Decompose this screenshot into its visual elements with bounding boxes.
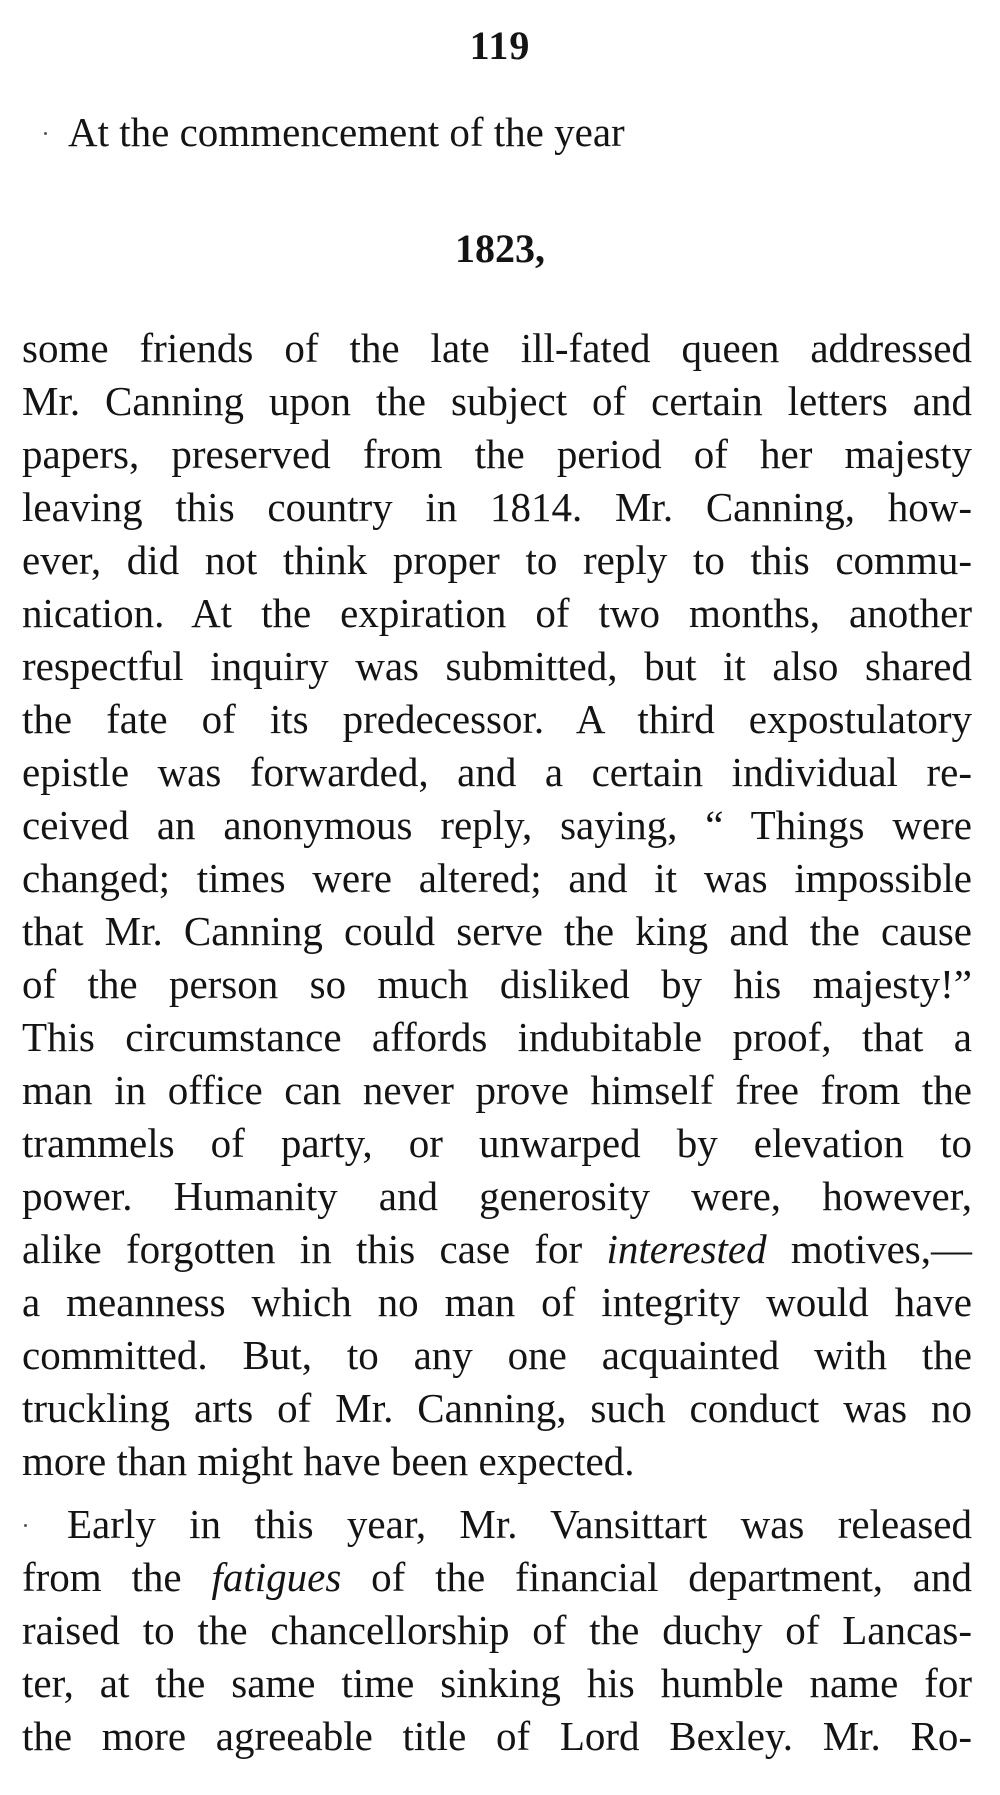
emphasized-word: interested [606,1226,767,1272]
text-line: trammels of party, or unwarped by elevation to [22,1120,972,1166]
text-line: committed. But, to any one acquainted with the [22,1332,972,1378]
text-line: that Mr. Canning could serve the king and the cause [22,908,972,954]
text-line: power. Humanity and generosity were, however, [22,1173,972,1219]
print-speck [24,1524,27,1527]
text-run: motives,— [766,1226,972,1272]
text-line: more than might have been expected. [22,1438,635,1484]
text-line: ter, at the same time sinking his humble name for [22,1660,972,1706]
text-line: raised to the chancellorship of the duchy of Lancas- [22,1607,972,1653]
text-line: ceived an anonymous reply, saying, “ Things were [22,802,972,848]
emphasized-word: fatigues [211,1554,342,1600]
text-line: Early in this year, Mr. Vansittart was released [67,1501,972,1547]
text-line: the fate of its predecessor. A third expostulatory [22,696,972,742]
text-line: a meanness which no man of integrity would have [22,1279,972,1325]
text-line: truckling arts of Mr. Canning, such conduct was no [22,1385,972,1431]
print-speck [44,132,47,135]
text-line: leaving this country in 1814. Mr. Canning, how- [22,484,972,530]
intro-line: At the commencement of the year [68,109,625,155]
text-line-emphasis [22,1551,972,1604]
text-line: respectful inquiry was submitted, but it also shared [22,643,972,689]
page-number: 119 [469,23,531,68]
text-line: man in office can never prove himself free from the [22,1067,972,1113]
text-line-emphasis [22,1223,972,1276]
text-line: epistle was forwarded, and a certain individual re- [22,749,972,795]
text-line: This circumstance affords indubitable proof, that a [22,1014,972,1060]
text-line: changed; times were altered; and it was impossible [22,855,972,901]
text-line: some friends of the late ill-fated queen addressed [22,325,972,371]
text-line: Mr. Canning upon the subject of certain letters and [22,378,972,424]
year-heading: 1823, [455,226,545,271]
text-line: the more agreeable title of Lord Bexley. Mr. Ro- [22,1713,972,1759]
text-run: from the [22,1554,212,1600]
text-run: of the financial department, and [341,1554,973,1600]
text-line: papers, preserved from the period of her majesty [22,431,972,477]
text-line: of the person so much disliked by his majesty!” [22,961,972,1007]
text-run: alike forgotten in this case for [22,1226,607,1272]
paragraph-1 [22,322,972,1488]
text-line: ever, did not think proper to reply to this commu- [22,537,972,583]
paragraph-2 [22,1498,972,1763]
text-line: nication. At the expiration of two months, another [22,590,972,636]
